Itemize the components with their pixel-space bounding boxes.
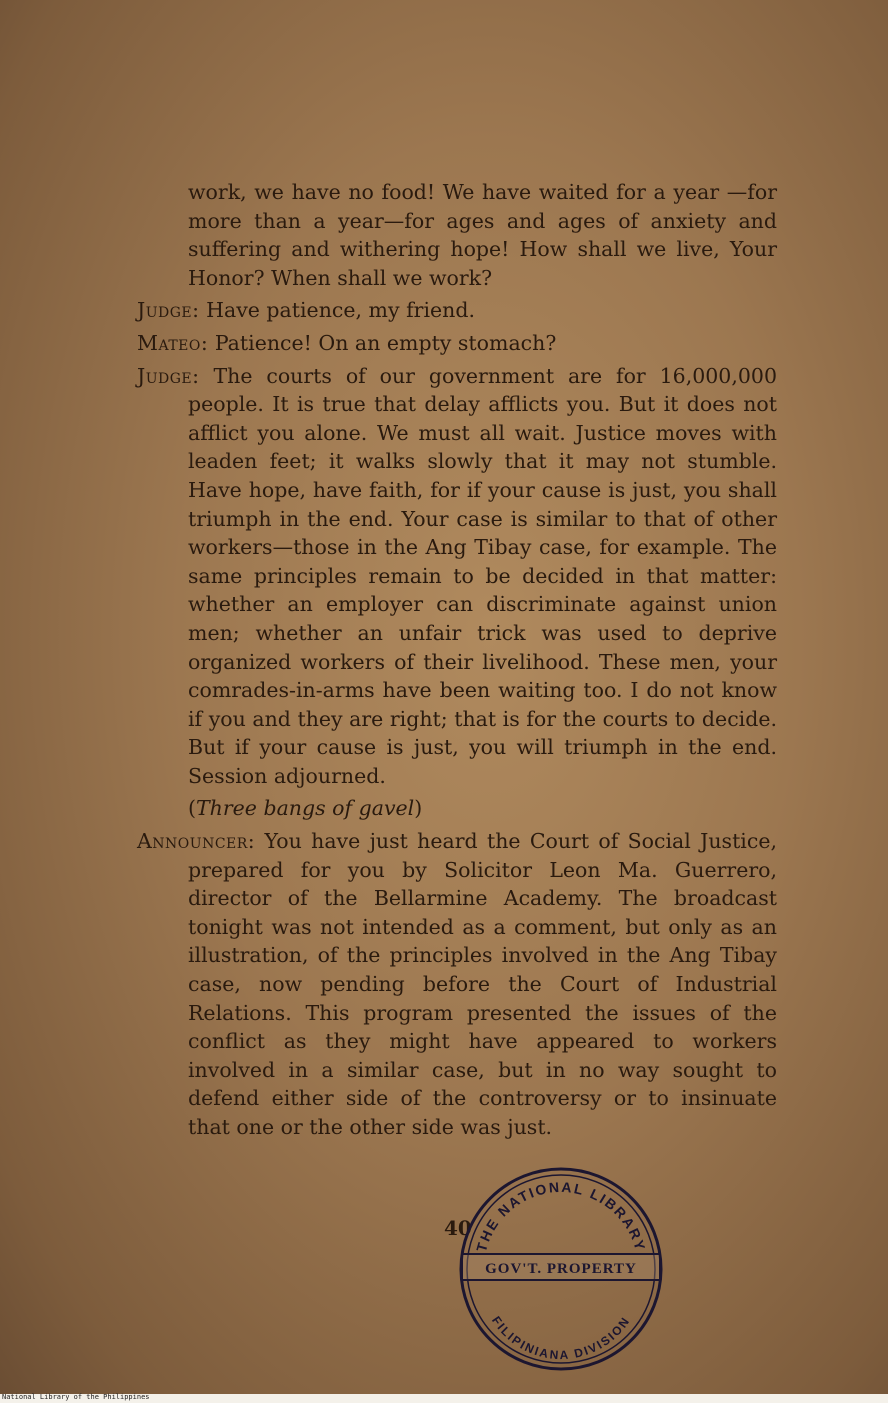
speaker-label: Judge: bbox=[137, 363, 200, 388]
page-number: 40 bbox=[444, 1216, 472, 1240]
speech-text: You have just heard the Court of Social Justice, prepared for you by Solicitor Leon Ma. Guerrero, director of the Bellarmine Academy. The broadcast tonight was not intended as a comment, but only as an illustration, of the principles involved in the Ang Tibay case, now pending before the Court of Industrial Relations. This program presented the issues of the conflict as they might have appeared to workers involved in a similar case, but in no way sought to defend either side of the controversy or to insinuate that one or the other side was just. bbox=[188, 829, 777, 1139]
stamp-bottom-text: FILIPINIANA DIVISION bbox=[489, 1313, 634, 1363]
speech-text: Patience! On an empty stomach? bbox=[214, 330, 557, 355]
stage-text: Three bangs of gavel bbox=[196, 796, 415, 821]
speech-judge-2 bbox=[137, 362, 777, 791]
page-body bbox=[137, 178, 777, 1146]
speech-announcer bbox=[137, 827, 777, 1142]
speech-text: Have patience, my friend. bbox=[206, 298, 475, 323]
library-stamp bbox=[458, 1166, 664, 1372]
stamp-middle-text: GOV'T. PROPERTY bbox=[485, 1261, 637, 1277]
stamp-top-text: THE NATIONAL LIBRARY bbox=[473, 1178, 649, 1254]
speech-judge-1 bbox=[137, 296, 777, 325]
stage-close-paren: ) bbox=[414, 796, 423, 821]
stage-open-paren: ( bbox=[188, 796, 196, 821]
paragraph-text: work, we have no food! We have waited for a year —for more than a year—for ages and ages of anxiety and suffering and withering hope! How shall we live, Your Honor? When shall we work? bbox=[188, 180, 777, 290]
speaker-label: Judge: bbox=[137, 298, 200, 323]
stage-direction bbox=[137, 794, 777, 823]
speaker-label: Announcer: bbox=[137, 829, 256, 854]
footer-bar bbox=[0, 1394, 888, 1403]
speech-mateo bbox=[137, 329, 777, 358]
speech-text: The courts of our government are for 16,000,000 people. It is true that delay afflicts you. But it does not afflict you alone. We must all wait. Justice moves with leaden feet; it walks slowly that it may not stumble. Have hope, have faith, for if your cause is just, you shall triumph in the end. Your case is similar to that of other workers—those in the Ang Tibay case, for example. The same principles remain to be decided in that matter: whether an employer can discriminate against union men; whether an unfair trick was used to deprive organized workers of their livelihood. These men, your comrades-in-arms have been waiting too. I do not know if you and they are right; that is for the courts to decide. But if your cause is just, you will triumph in the end. Session adjourned. bbox=[188, 363, 777, 788]
continuation-paragraph bbox=[137, 178, 777, 292]
footer-credit: National Library of the Philippines bbox=[2, 1393, 150, 1401]
speaker-label: Mateo: bbox=[137, 330, 209, 355]
